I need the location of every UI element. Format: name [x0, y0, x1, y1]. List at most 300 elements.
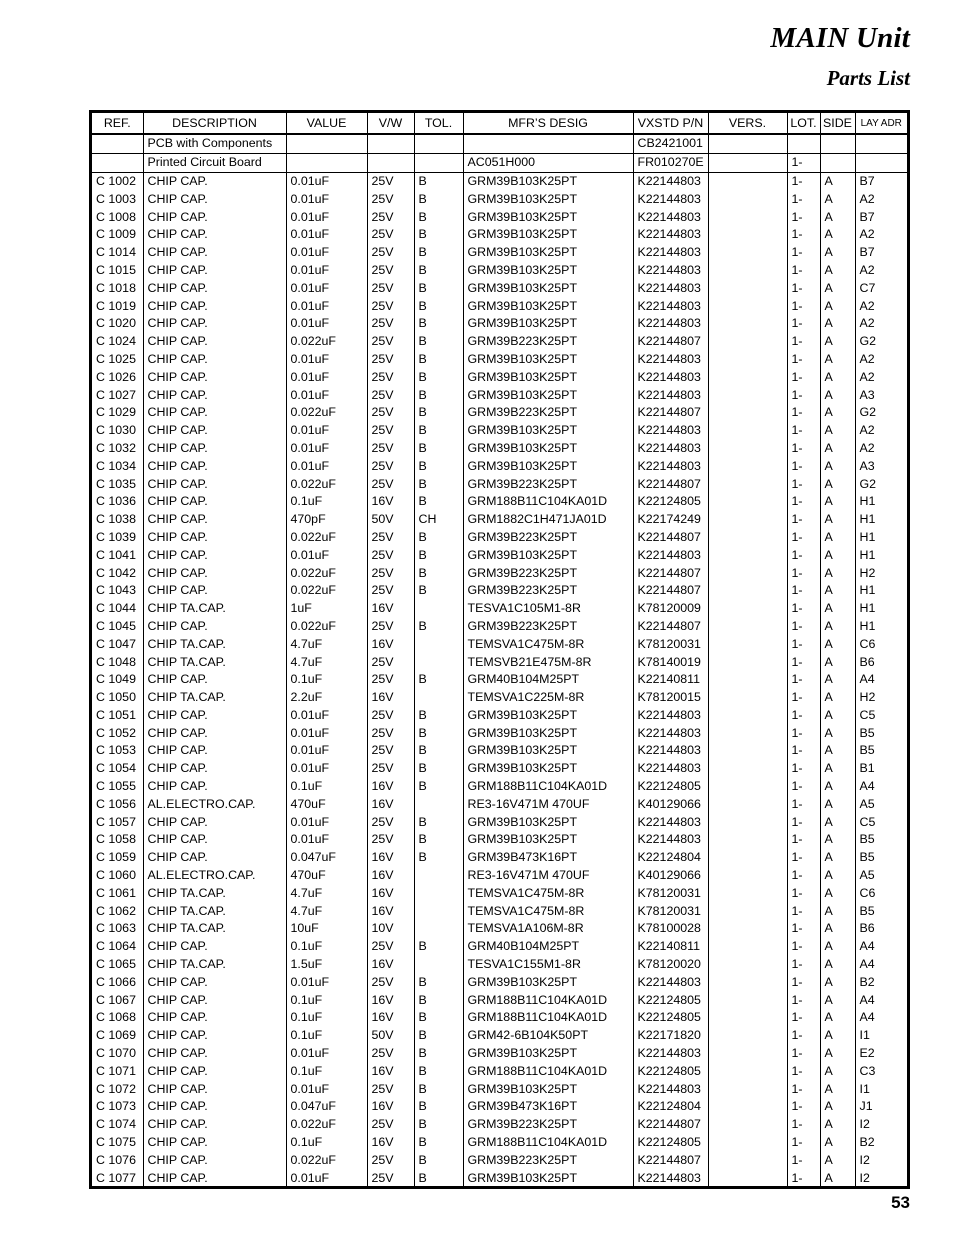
cell-ref: C 1044 — [96, 601, 136, 616]
cell-vers — [708, 1098, 787, 1116]
cell-lay-adr: B5 — [855, 849, 907, 867]
table-row — [92, 920, 907, 938]
cell-vxstd-pn: FR010270E — [633, 153, 708, 172]
cell-lay-adr: H1 — [855, 529, 907, 547]
cell-lot: 1- — [787, 635, 820, 653]
cell-vers — [708, 671, 787, 689]
table-row — [92, 208, 907, 226]
cell-vw: 16V — [367, 902, 414, 920]
cell-vw: 25V — [367, 529, 414, 547]
cell-description: CHIP CAP. — [143, 386, 286, 404]
cell-value: 0.01uF — [286, 279, 367, 297]
cell-vxstd-pn: K22144807 — [633, 618, 708, 636]
cell-vxstd-pn: K22144807 — [633, 582, 708, 600]
cell-lay-adr: C6 — [855, 884, 907, 902]
parts-table-frame — [89, 110, 910, 1189]
cell-side: A — [820, 689, 855, 707]
cell-lay-adr: J1 — [855, 1098, 907, 1116]
cell-value: 0.1uF — [286, 1062, 367, 1080]
cell-vw: 25V — [367, 457, 414, 475]
cell-lot: 1- — [787, 902, 820, 920]
cell-vers — [708, 689, 787, 707]
cell-description: CHIP CAP. — [143, 262, 286, 280]
cell-lot: 1- — [787, 671, 820, 689]
cell-ref: C 1077 — [96, 1170, 136, 1185]
cell-side: A — [820, 956, 855, 974]
cell-lay-adr: H2 — [855, 564, 907, 582]
cell-vxstd-pn: K22124805 — [633, 493, 708, 511]
table-row — [92, 1169, 907, 1187]
cell-lot: 1- — [787, 333, 820, 351]
cell-lot: 1- — [787, 956, 820, 974]
table-row — [92, 1116, 907, 1134]
cell-mfr-desig: GRM39B103K25PT — [463, 422, 633, 440]
cell-vxstd-pn: K78120020 — [633, 956, 708, 974]
cell-vers — [708, 795, 787, 813]
cell-tol: B — [414, 422, 463, 440]
cell-description: CHIP CAP. — [143, 1062, 286, 1080]
cell-value: 0.01uF — [286, 297, 367, 315]
cell-vw: 16V — [367, 867, 414, 885]
cell-mfr-desig: GRM39B103K25PT — [463, 440, 633, 458]
cell-vxstd-pn: K22144803 — [633, 813, 708, 831]
cell-vw — [367, 153, 414, 172]
cell-side: A — [820, 457, 855, 475]
cell-description: CHIP CAP. — [143, 422, 286, 440]
cell-description: CHIP TA.CAP. — [143, 902, 286, 920]
cell-lot: 1- — [787, 190, 820, 208]
cell-value: 0.01uF — [286, 742, 367, 760]
cell-side: A — [820, 1080, 855, 1098]
cell-tol — [414, 635, 463, 653]
cell-lot: 1- — [787, 778, 820, 796]
cell-description: CHIP CAP. — [143, 938, 286, 956]
cell-description: CHIP CAP. — [143, 1080, 286, 1098]
table-row — [92, 884, 907, 902]
table-row — [92, 297, 907, 315]
cell-vw: 25V — [367, 1080, 414, 1098]
cell-tol: B — [414, 938, 463, 956]
cell-tol — [414, 600, 463, 618]
cell-mfr-desig: GRM1882C1H471JA01D — [463, 511, 633, 529]
cell-ref: C 1043 — [96, 583, 136, 598]
cell-lay-adr: A3 — [855, 386, 907, 404]
cell-ref: C 1039 — [96, 529, 136, 544]
cell-vw: 25V — [367, 226, 414, 244]
cell-vers — [708, 778, 787, 796]
cell-mfr-desig: GRM39B223K25PT — [463, 618, 633, 636]
cell-side: A — [820, 351, 855, 369]
cell-lay-adr: I2 — [855, 1151, 907, 1169]
table-row — [92, 653, 907, 671]
column-header-vw: V/W — [367, 113, 414, 134]
cell-vers — [708, 1151, 787, 1169]
cell-vw: 25V — [367, 1169, 414, 1187]
cell-vers — [708, 938, 787, 956]
cell-vxstd-pn: K22140811 — [633, 938, 708, 956]
cell-vw: 16V — [367, 795, 414, 813]
cell-lot: 1- — [787, 546, 820, 564]
cell-side: A — [820, 653, 855, 671]
cell-value: 4.7uF — [286, 884, 367, 902]
table-row — [92, 1027, 907, 1045]
cell-tol: B — [414, 742, 463, 760]
cell-value — [286, 134, 367, 153]
cell-lay-adr: I1 — [855, 1027, 907, 1045]
cell-tol: B — [414, 404, 463, 422]
cell-ref: C 1064 — [96, 939, 136, 954]
cell-vw: 25V — [367, 1151, 414, 1169]
cell-value: 0.01uF — [286, 386, 367, 404]
cell-side — [820, 134, 855, 153]
table-row — [92, 457, 907, 475]
table-row — [92, 742, 907, 760]
cell-description: CHIP CAP. — [143, 511, 286, 529]
cell-value: 470uF — [286, 795, 367, 813]
cell-lay-adr: B6 — [855, 653, 907, 671]
cell-tol: B — [414, 297, 463, 315]
cell-tol: B — [414, 172, 463, 190]
column-header-mfr-desig: MFR’S DESIG — [463, 113, 633, 134]
cell-vw: 25V — [367, 262, 414, 280]
cell-vers — [708, 600, 787, 618]
cell-tol: B — [414, 315, 463, 333]
cell-description: CHIP CAP. — [143, 1045, 286, 1063]
cell-ref: C 1032 — [96, 440, 136, 455]
cell-description: CHIP CAP. — [143, 333, 286, 351]
cell-vers — [708, 742, 787, 760]
cell-value: 470pF — [286, 511, 367, 529]
table-row — [92, 849, 907, 867]
cell-tol: B — [414, 279, 463, 297]
cell-lot: 1- — [787, 279, 820, 297]
cell-vw: 25V — [367, 315, 414, 333]
cell-lay-adr: G2 — [855, 475, 907, 493]
cell-vw: 25V — [367, 707, 414, 725]
cell-vxstd-pn: K22144807 — [633, 333, 708, 351]
cell-side: A — [820, 386, 855, 404]
cell-vxstd-pn: K40129066 — [633, 867, 708, 885]
cell-vw: 25V — [367, 1045, 414, 1063]
cell-lay-adr: H1 — [855, 582, 907, 600]
cell-lot: 1- — [787, 1151, 820, 1169]
cell-vw: 25V — [367, 1116, 414, 1134]
cell-lot: 1- — [787, 172, 820, 190]
cell-lay-adr: A2 — [855, 297, 907, 315]
cell-lay-adr — [855, 134, 907, 153]
cell-ref: C 1041 — [96, 547, 136, 562]
cell-side: A — [820, 493, 855, 511]
cell-description: CHIP CAP. — [143, 208, 286, 226]
parts-table-body — [92, 134, 907, 1187]
cell-ref: C 1076 — [96, 1152, 136, 1167]
cell-ref: C 1054 — [96, 761, 136, 776]
cell-lay-adr: B7 — [855, 244, 907, 262]
cell-lay-adr: H1 — [855, 600, 907, 618]
cell-side: A — [820, 511, 855, 529]
cell-description: CHIP CAP. — [143, 849, 286, 867]
cell-value: 0.022uF — [286, 618, 367, 636]
cell-lot: 1- — [787, 1098, 820, 1116]
cell-vxstd-pn: K22124805 — [633, 1134, 708, 1152]
cell-vers — [708, 368, 787, 386]
cell-value: 1.5uF — [286, 956, 367, 974]
cell-vers — [708, 653, 787, 671]
cell-ref: C 1047 — [96, 636, 136, 651]
cell-value: 0.01uF — [286, 190, 367, 208]
column-header-lay-adr: LAY ADR — [855, 113, 907, 134]
cell-ref: C 1051 — [96, 707, 136, 722]
cell-value: 0.1uF — [286, 493, 367, 511]
cell-vw: 25V — [367, 404, 414, 422]
cell-vxstd-pn: K22144803 — [633, 279, 708, 297]
cell-vers — [708, 1080, 787, 1098]
cell-description: CHIP CAP. — [143, 724, 286, 742]
cell-value: 0.01uF — [286, 831, 367, 849]
cell-lay-adr: A4 — [855, 778, 907, 796]
cell-ref — [92, 153, 143, 172]
cell-mfr-desig: GRM39B223K25PT — [463, 529, 633, 547]
cell-vxstd-pn: CB2421001 — [633, 134, 708, 153]
cell-lay-adr: A4 — [855, 991, 907, 1009]
cell-tol: CH — [414, 511, 463, 529]
cell-mfr-desig: GRM39B103K25PT — [463, 546, 633, 564]
cell-lot: 1- — [787, 867, 820, 885]
cell-side: A — [820, 884, 855, 902]
cell-description: CHIP CAP. — [143, 564, 286, 582]
cell-tol: B — [414, 351, 463, 369]
page-subtitle: Parts List — [826, 66, 910, 90]
cell-vers — [708, 546, 787, 564]
cell-side: A — [820, 1169, 855, 1187]
cell-lot: 1- — [787, 351, 820, 369]
cell-vers — [708, 475, 787, 493]
cell-vw: 25V — [367, 813, 414, 831]
cell-vw: 25V — [367, 440, 414, 458]
cell-vw: 25V — [367, 564, 414, 582]
cell-lay-adr: A2 — [855, 368, 907, 386]
cell-lay-adr: H2 — [855, 689, 907, 707]
cell-description: CHIP CAP. — [143, 831, 286, 849]
table-row — [92, 172, 907, 190]
cell-vers — [708, 190, 787, 208]
cell-vxstd-pn: K22144803 — [633, 422, 708, 440]
table-row — [92, 1080, 907, 1098]
cell-mfr-desig: GRM39B103K25PT — [463, 208, 633, 226]
cell-side: A — [820, 831, 855, 849]
table-row — [92, 422, 907, 440]
cell-value: 10uF — [286, 920, 367, 938]
cell-description: CHIP CAP. — [143, 1151, 286, 1169]
cell-vers — [708, 422, 787, 440]
cell-lay-adr: H1 — [855, 493, 907, 511]
cell-vers — [708, 262, 787, 280]
cell-lot: 1- — [787, 1080, 820, 1098]
table-row — [92, 333, 907, 351]
cell-lot: 1- — [787, 813, 820, 831]
cell-ref: C 1060 — [96, 868, 136, 883]
cell-value: 0.047uF — [286, 1098, 367, 1116]
cell-lot: 1- — [787, 973, 820, 991]
cell-vers — [708, 635, 787, 653]
cell-value: 0.022uF — [286, 1151, 367, 1169]
cell-vers — [708, 529, 787, 547]
page-title: MAIN Unit — [770, 22, 910, 54]
cell-value: 0.1uF — [286, 991, 367, 1009]
cell-ref: C 1065 — [96, 957, 136, 972]
cell-description: CHIP CAP. — [143, 1169, 286, 1187]
cell-lay-adr: A2 — [855, 440, 907, 458]
table-row — [92, 1098, 907, 1116]
cell-ref: C 1002 — [96, 173, 136, 188]
table-row — [92, 778, 907, 796]
column-header-value: VALUE — [286, 113, 367, 134]
cell-tol: B — [414, 1062, 463, 1080]
table-row — [92, 831, 907, 849]
cell-value — [286, 153, 367, 172]
cell-lot: 1- — [787, 315, 820, 333]
table-row — [92, 134, 907, 153]
cell-vw: 25V — [367, 671, 414, 689]
table-row — [92, 440, 907, 458]
table-row — [92, 1062, 907, 1080]
cell-vxstd-pn: K22144803 — [633, 831, 708, 849]
cell-tol: B — [414, 190, 463, 208]
cell-lot: 1- — [787, 208, 820, 226]
cell-ref: C 1035 — [96, 476, 136, 491]
cell-side: A — [820, 244, 855, 262]
cell-vxstd-pn: K78140019 — [633, 653, 708, 671]
cell-mfr-desig: GRM188B11C104KA01D — [463, 1134, 633, 1152]
cell-mfr-desig: GRM39B103K25PT — [463, 707, 633, 725]
cell-tol — [414, 920, 463, 938]
cell-ref: C 1024 — [96, 334, 136, 349]
cell-tol: B — [414, 493, 463, 511]
cell-description: CHIP CAP. — [143, 760, 286, 778]
cell-vers — [708, 1169, 787, 1187]
cell-value: 1uF — [286, 600, 367, 618]
cell-vxstd-pn: K22124805 — [633, 1009, 708, 1027]
cell-value: 0.01uF — [286, 440, 367, 458]
cell-mfr-desig: GRM39B103K25PT — [463, 297, 633, 315]
cell-vers — [708, 153, 787, 172]
table-row — [92, 707, 907, 725]
cell-value: 0.01uF — [286, 1169, 367, 1187]
cell-ref: C 1029 — [96, 405, 136, 420]
cell-mfr-desig: TEMSVA1C225M-8R — [463, 689, 633, 707]
cell-description: CHIP CAP. — [143, 671, 286, 689]
column-header-tol: TOL. — [414, 113, 463, 134]
cell-vw: 16V — [367, 689, 414, 707]
table-row — [92, 404, 907, 422]
cell-vxstd-pn: K22140811 — [633, 671, 708, 689]
cell-description: CHIP CAP. — [143, 404, 286, 422]
cell-ref: C 1056 — [96, 796, 136, 811]
cell-vxstd-pn: K22144807 — [633, 404, 708, 422]
cell-vers — [708, 582, 787, 600]
table-row — [92, 618, 907, 636]
cell-vxstd-pn: K78120009 — [633, 600, 708, 618]
cell-value: 0.01uF — [286, 1080, 367, 1098]
cell-vers — [708, 1116, 787, 1134]
table-row — [92, 368, 907, 386]
cell-description: CHIP CAP. — [143, 457, 286, 475]
cell-description: CHIP CAP. — [143, 618, 286, 636]
cell-tol: B — [414, 724, 463, 742]
cell-lay-adr: G2 — [855, 404, 907, 422]
cell-vxstd-pn: K22144803 — [633, 386, 708, 404]
cell-lay-adr: B5 — [855, 724, 907, 742]
cell-value: 0.1uF — [286, 1009, 367, 1027]
cell-lay-adr: E2 — [855, 1045, 907, 1063]
cell-mfr-desig: GRM39B103K25PT — [463, 315, 633, 333]
cell-vxstd-pn: K22124805 — [633, 1062, 708, 1080]
cell-description: CHIP CAP. — [143, 475, 286, 493]
cell-mfr-desig: GRM39B223K25PT — [463, 1151, 633, 1169]
cell-mfr-desig: GRM188B11C104KA01D — [463, 778, 633, 796]
cell-value: 0.01uF — [286, 262, 367, 280]
cell-mfr-desig: AC051H000 — [463, 153, 633, 172]
table-header-row — [92, 113, 907, 134]
cell-tol — [414, 884, 463, 902]
cell-value: 470uF — [286, 867, 367, 885]
cell-lot: 1- — [787, 368, 820, 386]
cell-vw: 25V — [367, 724, 414, 742]
table-row — [92, 813, 907, 831]
cell-lot: 1- — [787, 153, 820, 172]
cell-value: 0.1uF — [286, 778, 367, 796]
cell-tol: B — [414, 849, 463, 867]
cell-lot: 1- — [787, 1027, 820, 1045]
cell-vw: 25V — [367, 279, 414, 297]
table-row — [92, 938, 907, 956]
cell-ref: C 1008 — [96, 209, 136, 224]
cell-vxstd-pn: K22144807 — [633, 1116, 708, 1134]
cell-value: 2.2uF — [286, 689, 367, 707]
table-row — [92, 600, 907, 618]
parts-table — [92, 113, 907, 1187]
cell-tol: B — [414, 1027, 463, 1045]
cell-side: A — [820, 546, 855, 564]
cell-tol: B — [414, 262, 463, 280]
cell-side: A — [820, 902, 855, 920]
table-row — [92, 635, 907, 653]
cell-lot: 1- — [787, 386, 820, 404]
cell-tol: B — [414, 1116, 463, 1134]
cell-description: PCB with Components — [143, 134, 286, 153]
cell-side: A — [820, 724, 855, 742]
cell-mfr-desig: GRM39B103K25PT — [463, 368, 633, 386]
cell-tol: B — [414, 440, 463, 458]
cell-lot: 1- — [787, 564, 820, 582]
cell-value: 4.7uF — [286, 635, 367, 653]
cell-vxstd-pn: K22144803 — [633, 368, 708, 386]
cell-value: 0.01uF — [286, 208, 367, 226]
cell-lay-adr: C7 — [855, 279, 907, 297]
cell-side: A — [820, 813, 855, 831]
cell-lay-adr: H1 — [855, 511, 907, 529]
cell-tol: B — [414, 760, 463, 778]
cell-mfr-desig: GRM39B223K25PT — [463, 475, 633, 493]
cell-description: CHIP CAP. — [143, 813, 286, 831]
cell-description: AL.ELECTRO.CAP. — [143, 795, 286, 813]
cell-vxstd-pn: K22144803 — [633, 315, 708, 333]
cell-vw: 25V — [367, 297, 414, 315]
cell-vw: 25V — [367, 653, 414, 671]
cell-description: CHIP CAP. — [143, 546, 286, 564]
cell-tol: B — [414, 582, 463, 600]
cell-mfr-desig: GRM39B103K25PT — [463, 760, 633, 778]
